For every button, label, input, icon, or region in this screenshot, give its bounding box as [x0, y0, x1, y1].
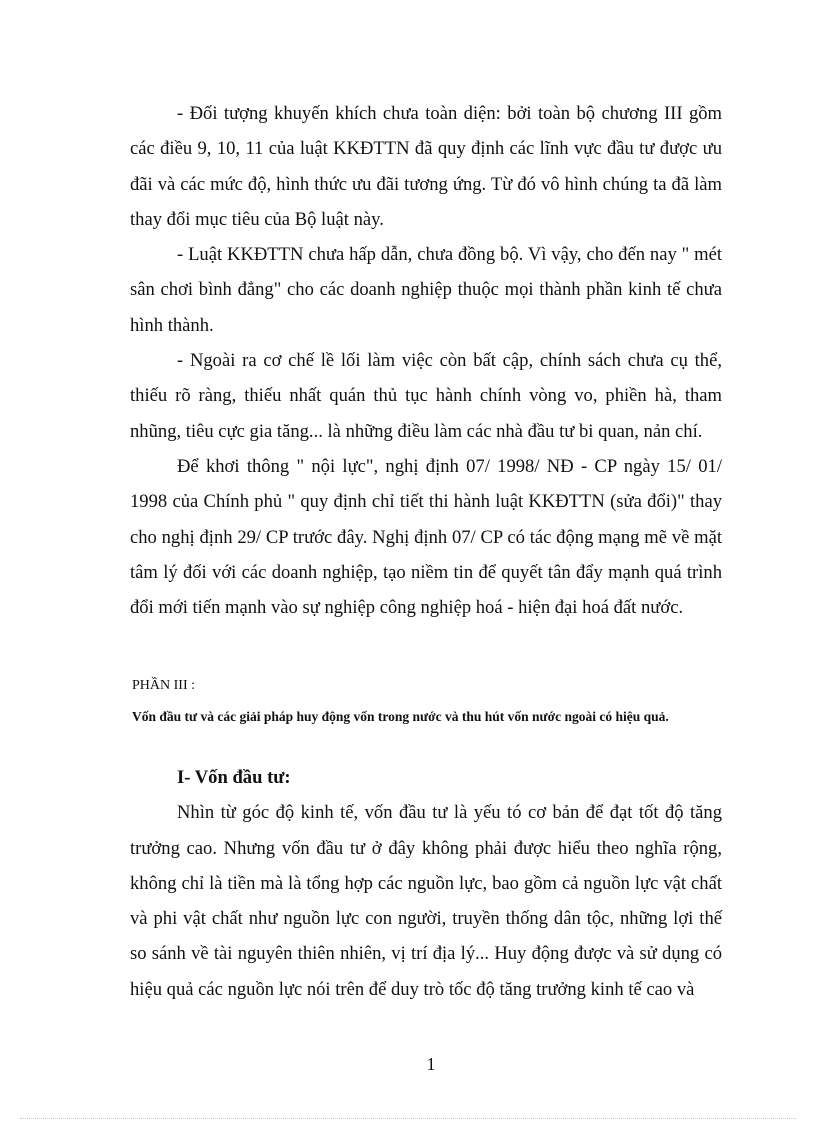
page-number: 1: [426, 1054, 436, 1074]
paragraph-incentive-scope: - Đối tượng khuyến khích chưa toàn diện: bởi toàn bộ chương III gồm các điều 9, 10, 11 của luật KKĐTTN đã quy định các lĩnh vực đầu tư được ưu đãi và các mức độ, hình thức ưu đãi tương ứng. Từ đó vô hình chúng ta đã làm thay đổi mục tiêu của Bộ luật này.: [130, 103, 722, 230]
paragraph-mechanism-issues: - Ngoài ra cơ chế lề lối làm việc còn bất cập, chính sách chưa cụ thể, thiếu rõ ràng, thiếu nhất quán thủ tục hành chính vòng vo, phiền hà, tham nhũng, tiêu cực gia tăng... là những điều làm các nhà đầu tư bi quan, nản chí.: [130, 350, 722, 442]
section-paragraph: Nhìn từ góc độ kinh tế, vốn đầu tư là yếu tó cơ bản để đạt tốt độ tăng trưởng cao. Nhưng vốn đầu tư ở đây không phải được hiểu theo nghĩa rộng, không chỉ là tiền mà là tổng hợp các nguồn lực, bao gồm cả nguồn lực vật chất và phi vật chất như nguồn lực con người, truyền thống dân tộc, những lợi thế so sánh về tài nguyên thiên nhiên, vị trí địa lý... Huy động được và sử dụng có hiệu quả các nguồn lực nói trên để duy trò tốc độ tăng trưởng kinh tế cao và: [130, 802, 722, 1000]
section-investment-capital: [130, 760, 722, 1007]
part-label: PHẦN III :: [132, 678, 195, 693]
part-title: Vốn đầu tư và các giải pháp huy động vốn trong nước và thu hút vốn nước ngoài có hiệu quả.: [132, 709, 669, 724]
paragraph-decree-07: Để khơi thông " nội lực", nghị định 07/ 1998/ NĐ - CP ngày 15/ 01/ 1998 của Chính phủ " quy định chỉ tiết thi hành luật KKĐTTN (sửa đổi)" thay cho nghị định 29/ CP trước đây. Nghị định 07/ CP có tác động mạng mẽ về mặt tâm lý đối với các doanh nghiệp, tạo niềm tin để quyết tân đẩy mạnh quá trình đổi mới tiến mạnh vào sự nghiệp công nghiệp hoá - hiện đại hoá đất nước.: [130, 455, 722, 619]
page-bottom-rule: [20, 1118, 796, 1119]
paragraph-law-appeal: - Luật KKĐTTN chưa hấp dẫn, chưa đồng bộ. Vì vậy, cho đến nay " mét sân chơi bình đẳng" cho các doanh nghiệp thuộc mọi thành phần kinh tế chưa hình thành.: [130, 244, 722, 336]
section-heading: I- Vốn đầu tư:: [177, 767, 291, 788]
body-text: [130, 96, 722, 625]
